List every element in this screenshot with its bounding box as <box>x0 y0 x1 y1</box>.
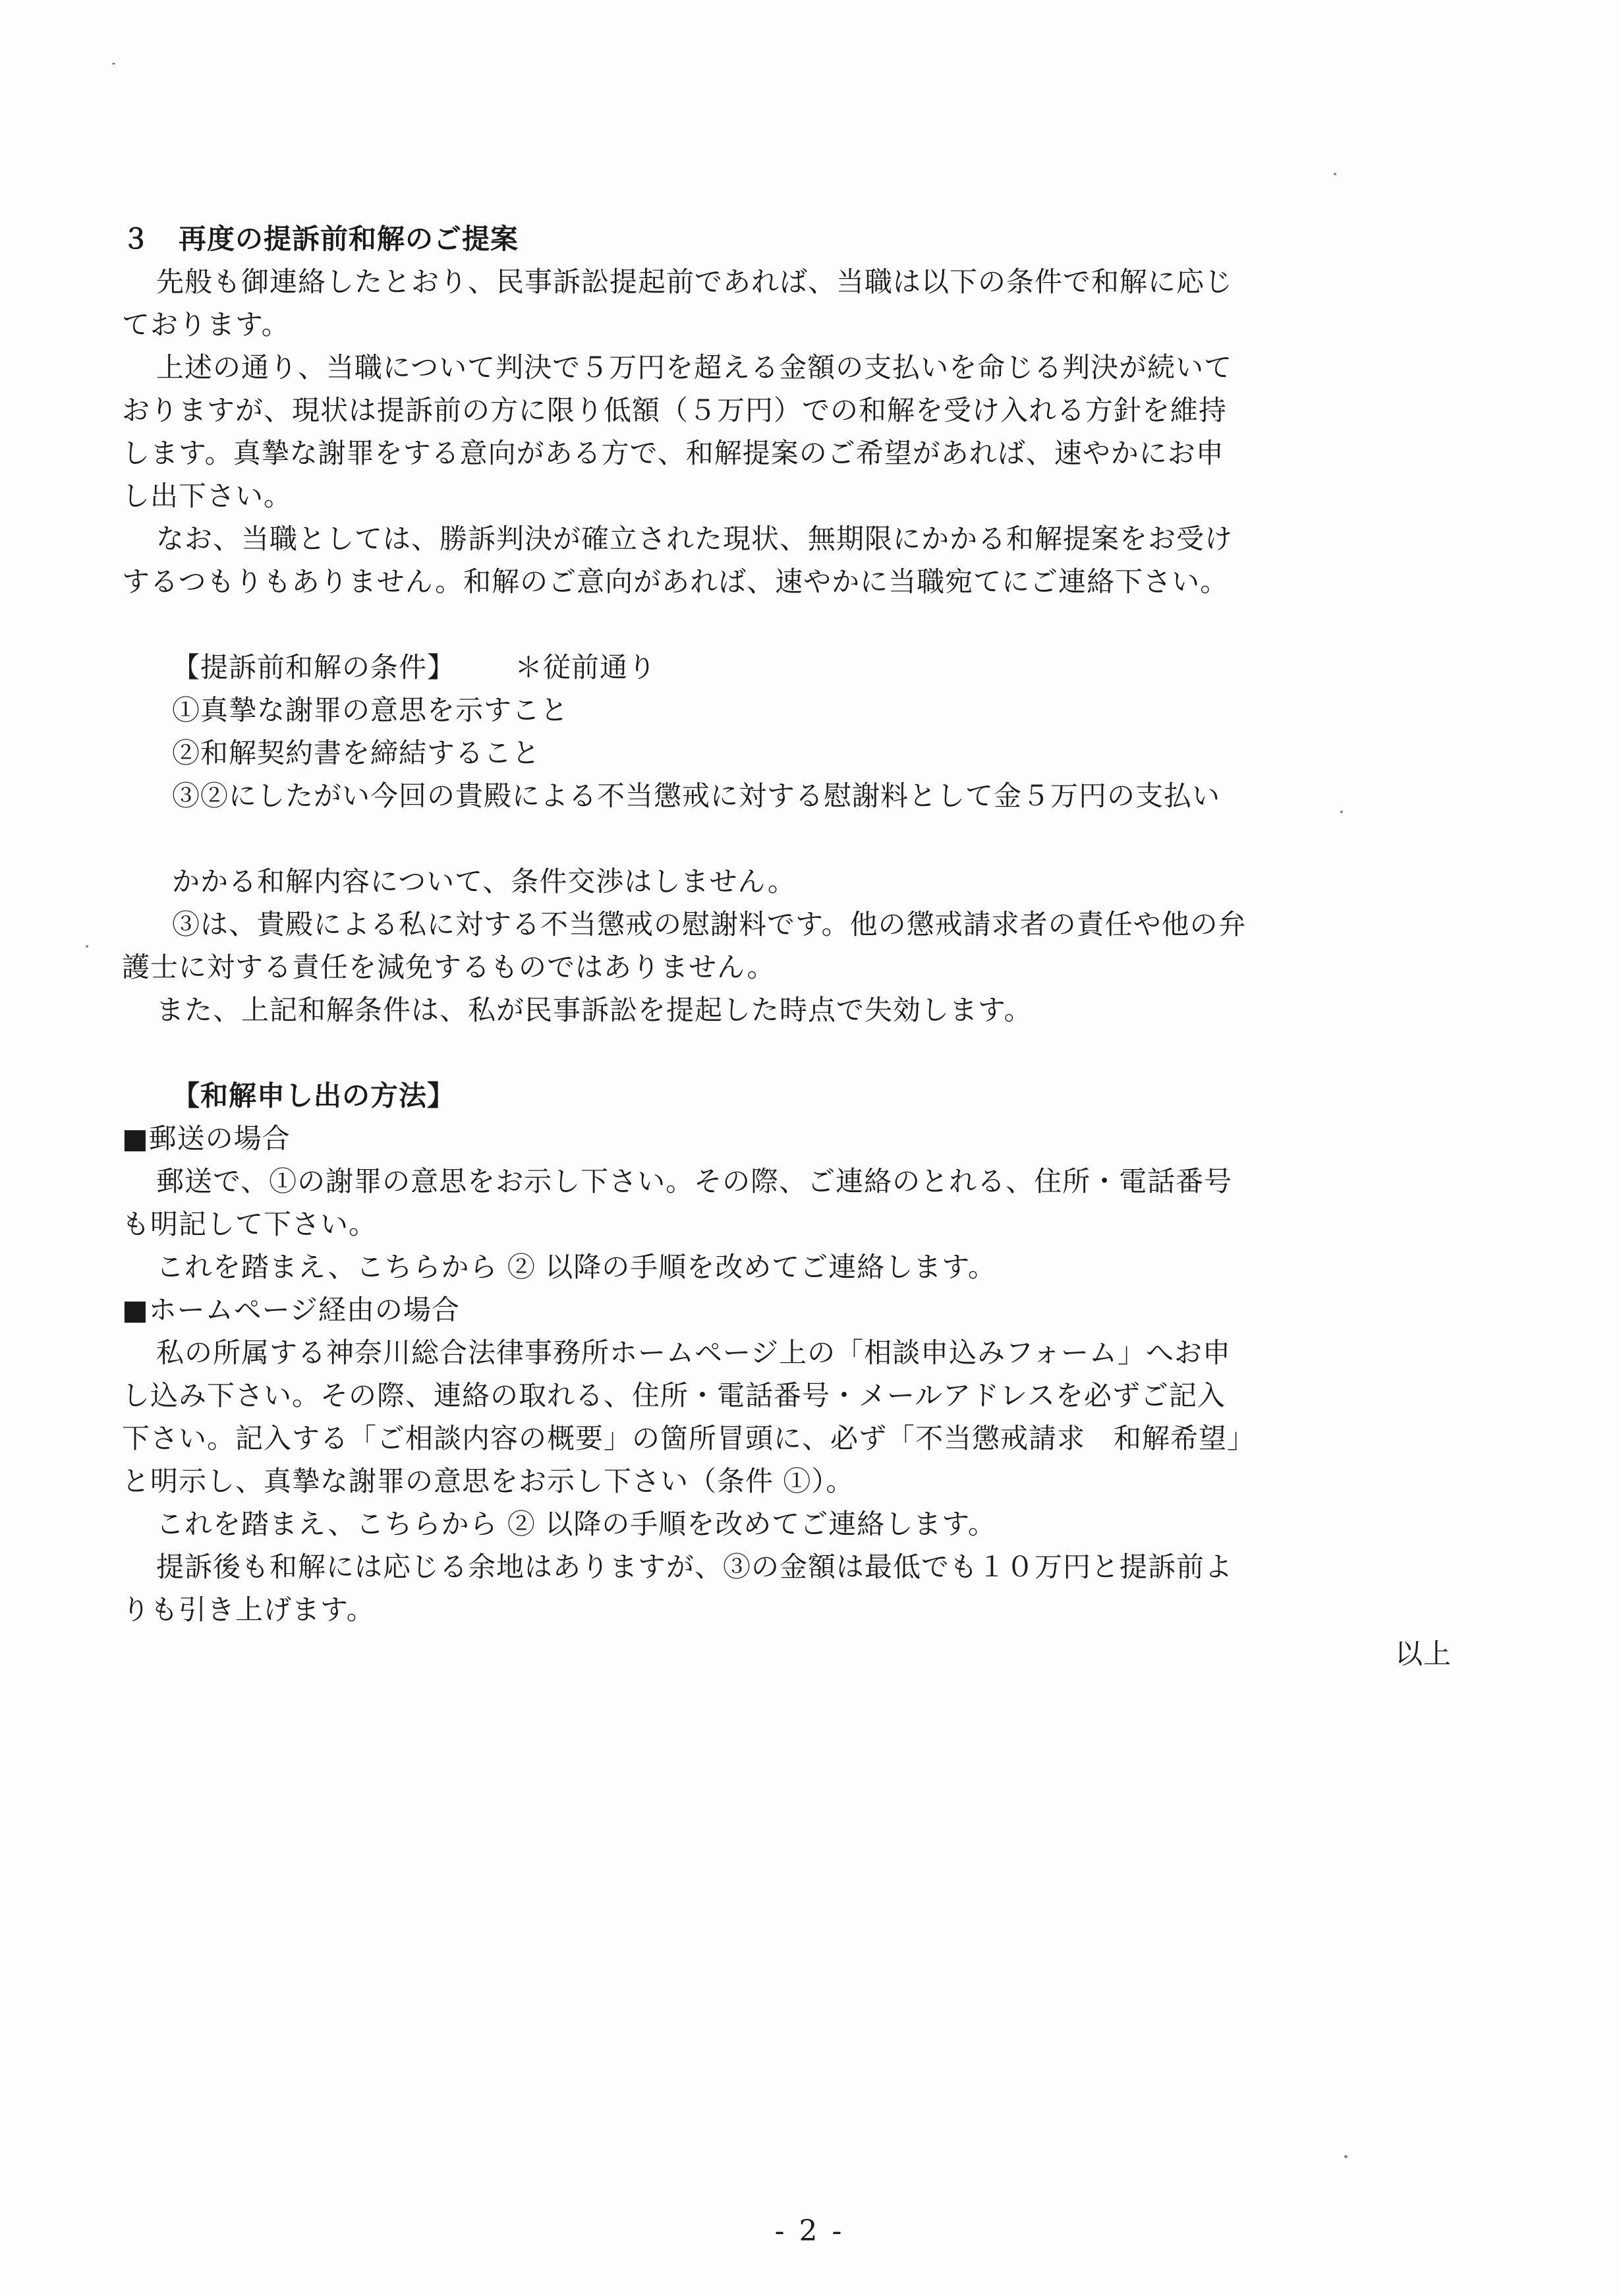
spacer <box>122 603 1453 646</box>
document-body <box>122 217 1453 1675</box>
body-line: し込み下さい。その際、連絡の取れる、住所・電話番号・メールアドレスを必ずご記入 <box>122 1379 1226 1412</box>
section-heading: ３ 再度の提訴前和解のご提案 <box>122 223 519 255</box>
body-line: これを踏まえ、こちらから ② 以降の手順を改めてご連絡します。 <box>156 1251 996 1283</box>
body-line: なお、当職としては、勝訴判決が確立された現状、無期限にかかる和解提案をお受け <box>156 523 1234 555</box>
body-line: かかる和解内容について、条件交渉はしません。 <box>172 865 796 898</box>
body-line: と明示し、真摯な謝罪の意思をお示し下さい（条件 ①）。 <box>122 1465 855 1497</box>
method-title: 【和解申し出の方法】 <box>172 1079 456 1112</box>
body-line: 私の所属する神奈川総合法律事務所ホームページ上の「相談申込みフォーム」へお申 <box>156 1336 1232 1369</box>
body-line: も明記して下さい。 <box>122 1208 378 1240</box>
scan-speck <box>1344 2155 1348 2158</box>
body-line: 提訴後も和解には応じる余地はありますが、③の金額は最低でも１０万円と提訴前よ <box>156 1551 1234 1583</box>
page-number: - 2 - <box>774 2214 845 2248</box>
body-line: 下さい。記入する「ご相談内容の概要」の箇所冒頭に、必ず「不当懲戒請求 和解希望」 <box>122 1422 1256 1454</box>
body-line: これを踏まえ、こちらから ② 以降の手順を改めてご連絡します。 <box>156 1508 996 1540</box>
conditions-note: ＊従前通り <box>515 651 657 683</box>
body-line: 護士に対する責任を減免するものではありません。 <box>122 951 776 983</box>
spacer <box>122 817 1453 860</box>
body-line: りも引き上げます。 <box>122 1593 375 1626</box>
closing-text: 以上 <box>1394 1638 1452 1670</box>
condition-item: ②和解契約書を締結すること <box>172 737 541 769</box>
body-line: するつもりもありません。和解のご意向があれば、速やかに当職宛てにご連絡下さい。 <box>122 565 1229 598</box>
scan-speck <box>112 63 115 65</box>
spacer <box>122 1031 1453 1074</box>
scan-speck <box>1334 173 1336 175</box>
web-heading: ■ホームページ経由の場合 <box>122 1294 460 1326</box>
scan-speck <box>86 945 88 948</box>
body-line: し出下さい。 <box>122 480 293 512</box>
body-line: 上述の通り、当職について判決で５万円を超える金額の支払いを命じる判決が続いて <box>156 351 1233 384</box>
condition-item: ①真摯な謝罪の意思を示すこと <box>172 694 569 726</box>
body-line: ③は、貴殿による私に対する不当懲戒の慰謝料です。他の懲戒請求者の責任や他の弁 <box>172 908 1247 940</box>
conditions-title: 【提訴前和解の条件】 <box>172 651 456 683</box>
body-line: また、上記和解条件は、私が民事訴訟を提起した時点で失効します。 <box>156 994 1033 1026</box>
body-line: 先般も御連絡したとおり、民事訴訟提起前であれば、当職は以下の条件で和解に応じ <box>156 266 1234 298</box>
body-line: します。真摯な謝罪をする意向がある方で、和解提案のご希望があれば、速やかにお申 <box>122 437 1224 469</box>
body-line: 郵送で、①の謝罪の意思をお示し下さい。その際、ご連絡のとれる、住所・電話番号 <box>156 1165 1233 1197</box>
conditions-title-row <box>122 646 1453 689</box>
body-line: ております。 <box>122 308 290 341</box>
body-line: おりますが、現状は提訴前の方に限り低額（５万円）での和解を受け入れる方針を維持 <box>122 394 1228 426</box>
condition-item: ③②にしたがい今回の貴殿による不当懲戒に対する慰謝料として金５万円の支払い <box>172 780 1221 812</box>
mail-heading: ■郵送の場合 <box>122 1122 291 1155</box>
